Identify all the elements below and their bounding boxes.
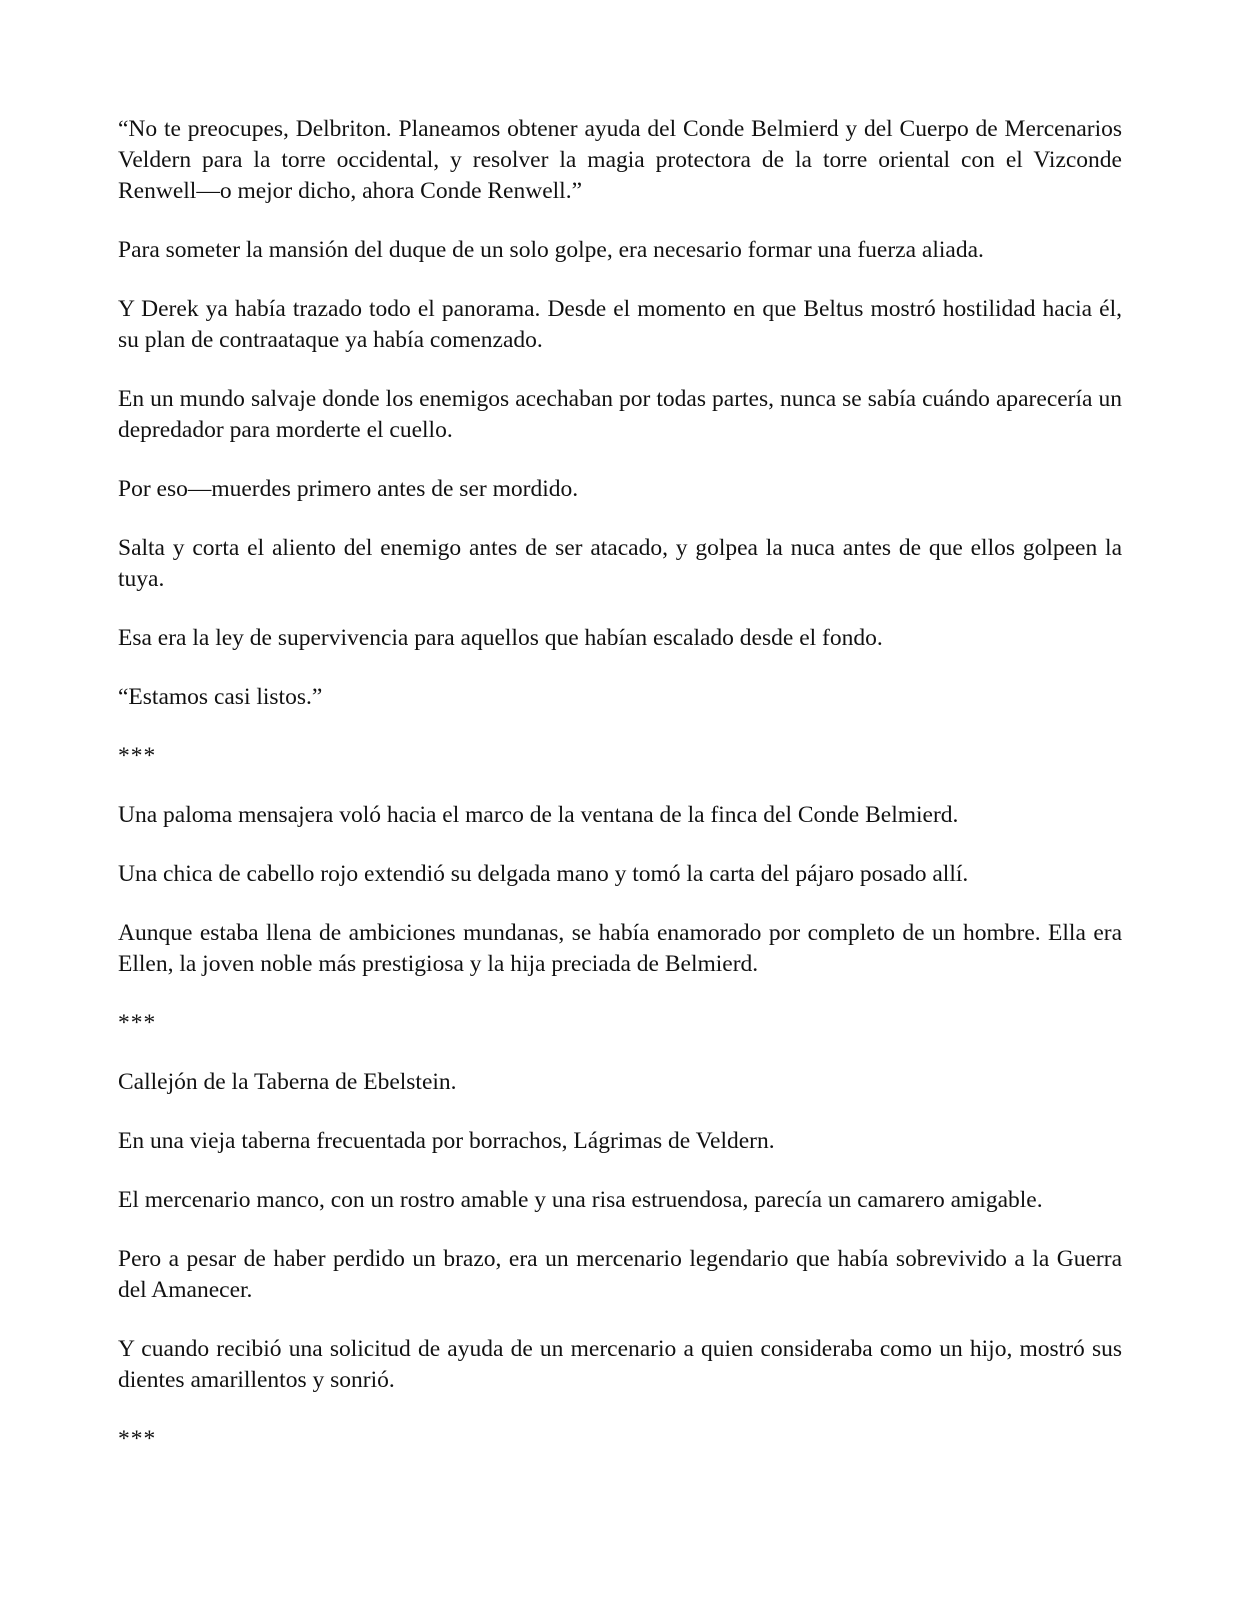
- paragraph-10: Una chica de cabello rojo extendió su delgada mano y tomó la carta del pájaro posado allí.: [118, 861, 969, 887]
- paragraph-7: Esa era la ley de supervivencia para aquellos que habían escalado desde el fondo.: [118, 625, 883, 651]
- paragraph-14: El mercenario manco, con un rostro amable y una risa estruendosa, parecía un camarero amigable.: [118, 1187, 1043, 1213]
- paragraph-6: Salta y corta el aliento del enemigo antes de ser atacado, y golpea la nuca antes de que ellos golpeen la tuya.: [118, 535, 1122, 592]
- paragraph-8: “Estamos casi listos.”: [118, 684, 323, 710]
- paragraph-9: Una paloma mensajera voló hacia el marco de la ventana de la finca del Conde Belmierd.: [118, 802, 959, 828]
- scene-separator-3: ***: [118, 1426, 157, 1452]
- paragraph-3: Y Derek ya había trazado todo el panorama. Desde el momento en que Beltus mostró hostilidad hacia él, su plan de contraataque ya había comenzado.: [118, 296, 1122, 353]
- paragraph-11: Aunque estaba llena de ambiciones mundanas, se había enamorado por completo de un hombre. Ella era Ellen, la joven noble más prestigiosa y la hija preciada de Belmierd.: [118, 920, 1122, 977]
- document-page: [118, 114, 1122, 1483]
- paragraph-16: Y cuando recibió una solicitud de ayuda de un mercenario a quien consideraba como un hijo, mostró sus dientes amarillentos y sonrió.: [118, 1336, 1122, 1393]
- scene-separator-1: ***: [118, 743, 157, 769]
- paragraph-2: Para someter la mansión del duque de un solo golpe, era necesario formar una fuerza aliada.: [118, 237, 984, 263]
- paragraph-12: Callejón de la Taberna de Ebelstein.: [118, 1069, 457, 1095]
- paragraph-13: En una vieja taberna frecuentada por borrachos, Lágrimas de Veldern.: [118, 1128, 775, 1154]
- paragraph-1: “No te preocupes, Delbriton. Planeamos obtener ayuda del Conde Belmierd y del Cuerpo de Mercenarios Veldern para la torre occidental, y resolver la magia protectora de la torre oriental con el Vizconde Renwell—o mejor dicho, ahora Conde Renwell.”: [118, 116, 1122, 204]
- paragraph-15: Pero a pesar de haber perdido un brazo, era un mercenario legendario que había sobrevivido a la Guerra del Amanecer.: [118, 1246, 1122, 1303]
- paragraph-4: En un mundo salvaje donde los enemigos acechaban por todas partes, nunca se sabía cuándo aparecería un depredador para morderte el cuello.: [118, 386, 1122, 443]
- paragraph-5: Por eso—muerdes primero antes de ser mordido.: [118, 476, 579, 502]
- scene-separator-2: ***: [118, 1010, 157, 1036]
